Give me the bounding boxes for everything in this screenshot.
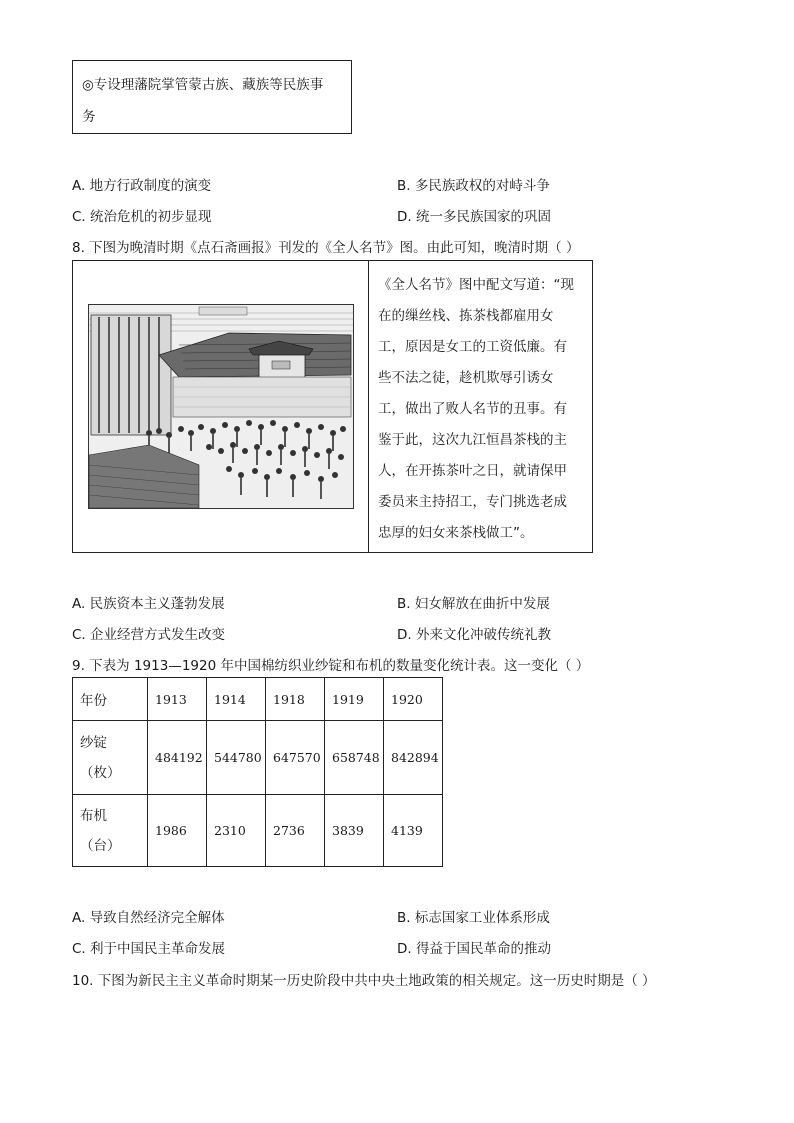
- table-header-cell: 1919: [325, 678, 384, 721]
- q9-option-c[interactable]: C. 利于中国民主革命发展: [72, 941, 226, 957]
- q9-option-b[interactable]: B. 标志国家工业体系形成: [397, 910, 550, 926]
- q10-stem: 10. 下图为新民主主义革命时期某一历史阶段中共中央土地政策的相关规定。这一历史时期是（ ）: [72, 973, 656, 989]
- q9-option-d[interactable]: D. 得益于国民革命的推动: [397, 941, 551, 957]
- q8-caption-line: 鉴于此，这次九江恒昌茶栈的主: [378, 432, 567, 448]
- table-header-cell: 1918: [266, 678, 325, 721]
- table-header-cell: 1920: [384, 678, 443, 721]
- q8-caption-line: 忠厚的妇女来茶栈做工”。: [378, 525, 534, 541]
- table-cell: 3839: [325, 795, 384, 867]
- q7-option-a[interactable]: A. 地方行政制度的演变: [72, 178, 212, 194]
- q8-option-d[interactable]: D. 外来文化冲破传统礼教: [397, 627, 551, 643]
- table-header-row: [73, 678, 443, 721]
- q8-option-a[interactable]: A. 民族资本主义蓬勃发展: [72, 596, 225, 612]
- table-header-cell: 年份: [73, 678, 148, 721]
- table-cell: 1986: [148, 795, 207, 867]
- q8-option-b[interactable]: B. 妇女解放在曲折中发展: [397, 596, 550, 612]
- q9-option-a[interactable]: A. 导致自然经济完全解体: [72, 910, 225, 926]
- q7-material-line-1: ◎专设理藩院掌管蒙古族、藏族等民族事: [82, 77, 324, 93]
- table-row: [73, 795, 443, 867]
- engraving-illustration: [89, 305, 353, 508]
- q9-statistics-table: [72, 677, 443, 867]
- row-label-name: 纱锭: [80, 734, 107, 751]
- q8-caption-line: 委员来主持招工，专门挑选老成: [378, 494, 567, 510]
- table-cell: 4139: [384, 795, 443, 867]
- row-label-unit: （枚）: [80, 764, 121, 781]
- q8-caption-line: 人，在开拣茶叶之日，就请保甲: [378, 463, 567, 479]
- table-header-cell: 1913: [148, 678, 207, 721]
- table-cell: 2736: [266, 795, 325, 867]
- table-cell: 2310: [207, 795, 266, 867]
- table-cell: 842894: [384, 721, 443, 795]
- q9-stem: 9. 下表为 1913—1920 年中国棉纺织业纱锭和布机的数量变化统计表。这一变化（ ）: [72, 658, 590, 674]
- q8-caption-line: 在的缫丝栈、拣茶栈都雇用女: [378, 308, 554, 324]
- q7-option-c[interactable]: C. 统治危机的初步显现: [72, 209, 212, 225]
- row-label-name: 布机: [80, 807, 107, 824]
- q7-option-d[interactable]: D. 统一多民族国家的巩固: [397, 209, 551, 225]
- q7-material-line-2: 务: [82, 109, 96, 125]
- q8-caption-line: 《全人名节》图中配文写道：“现: [378, 277, 574, 293]
- table-cell: 544780: [207, 721, 266, 795]
- q8-engraving-image: [88, 304, 354, 509]
- row-label-unit: （台）: [80, 837, 121, 854]
- table-cell: 647570: [266, 721, 325, 795]
- q8-figure-divider: [368, 261, 369, 552]
- q8-option-c[interactable]: C. 企业经营方式发生改变: [72, 627, 226, 643]
- table-row: [73, 721, 443, 795]
- q8-figure-table: [72, 260, 593, 553]
- q7-material-box: [72, 60, 352, 134]
- table-cell: 484192: [148, 721, 207, 795]
- q7-option-b[interactable]: B. 多民族政权的对峙斗争: [397, 178, 550, 194]
- q8-caption-line: 工，做出了败人名节的丑事。有: [378, 401, 567, 417]
- q8-stem: 8. 下图为晚清时期《点石斋画报》刊发的《全人名节》图。由此可知，晚清时期（ ）: [72, 240, 580, 256]
- table-row-label: [73, 721, 148, 795]
- table-cell: 658748: [325, 721, 384, 795]
- q8-caption-line: 些不法之徒，趁机欺辱引诱女: [378, 370, 554, 386]
- table-header-cell: 1914: [207, 678, 266, 721]
- table-row-label: [73, 795, 148, 867]
- q8-caption-line: 工，原因是女工的工资低廉。有: [378, 339, 567, 355]
